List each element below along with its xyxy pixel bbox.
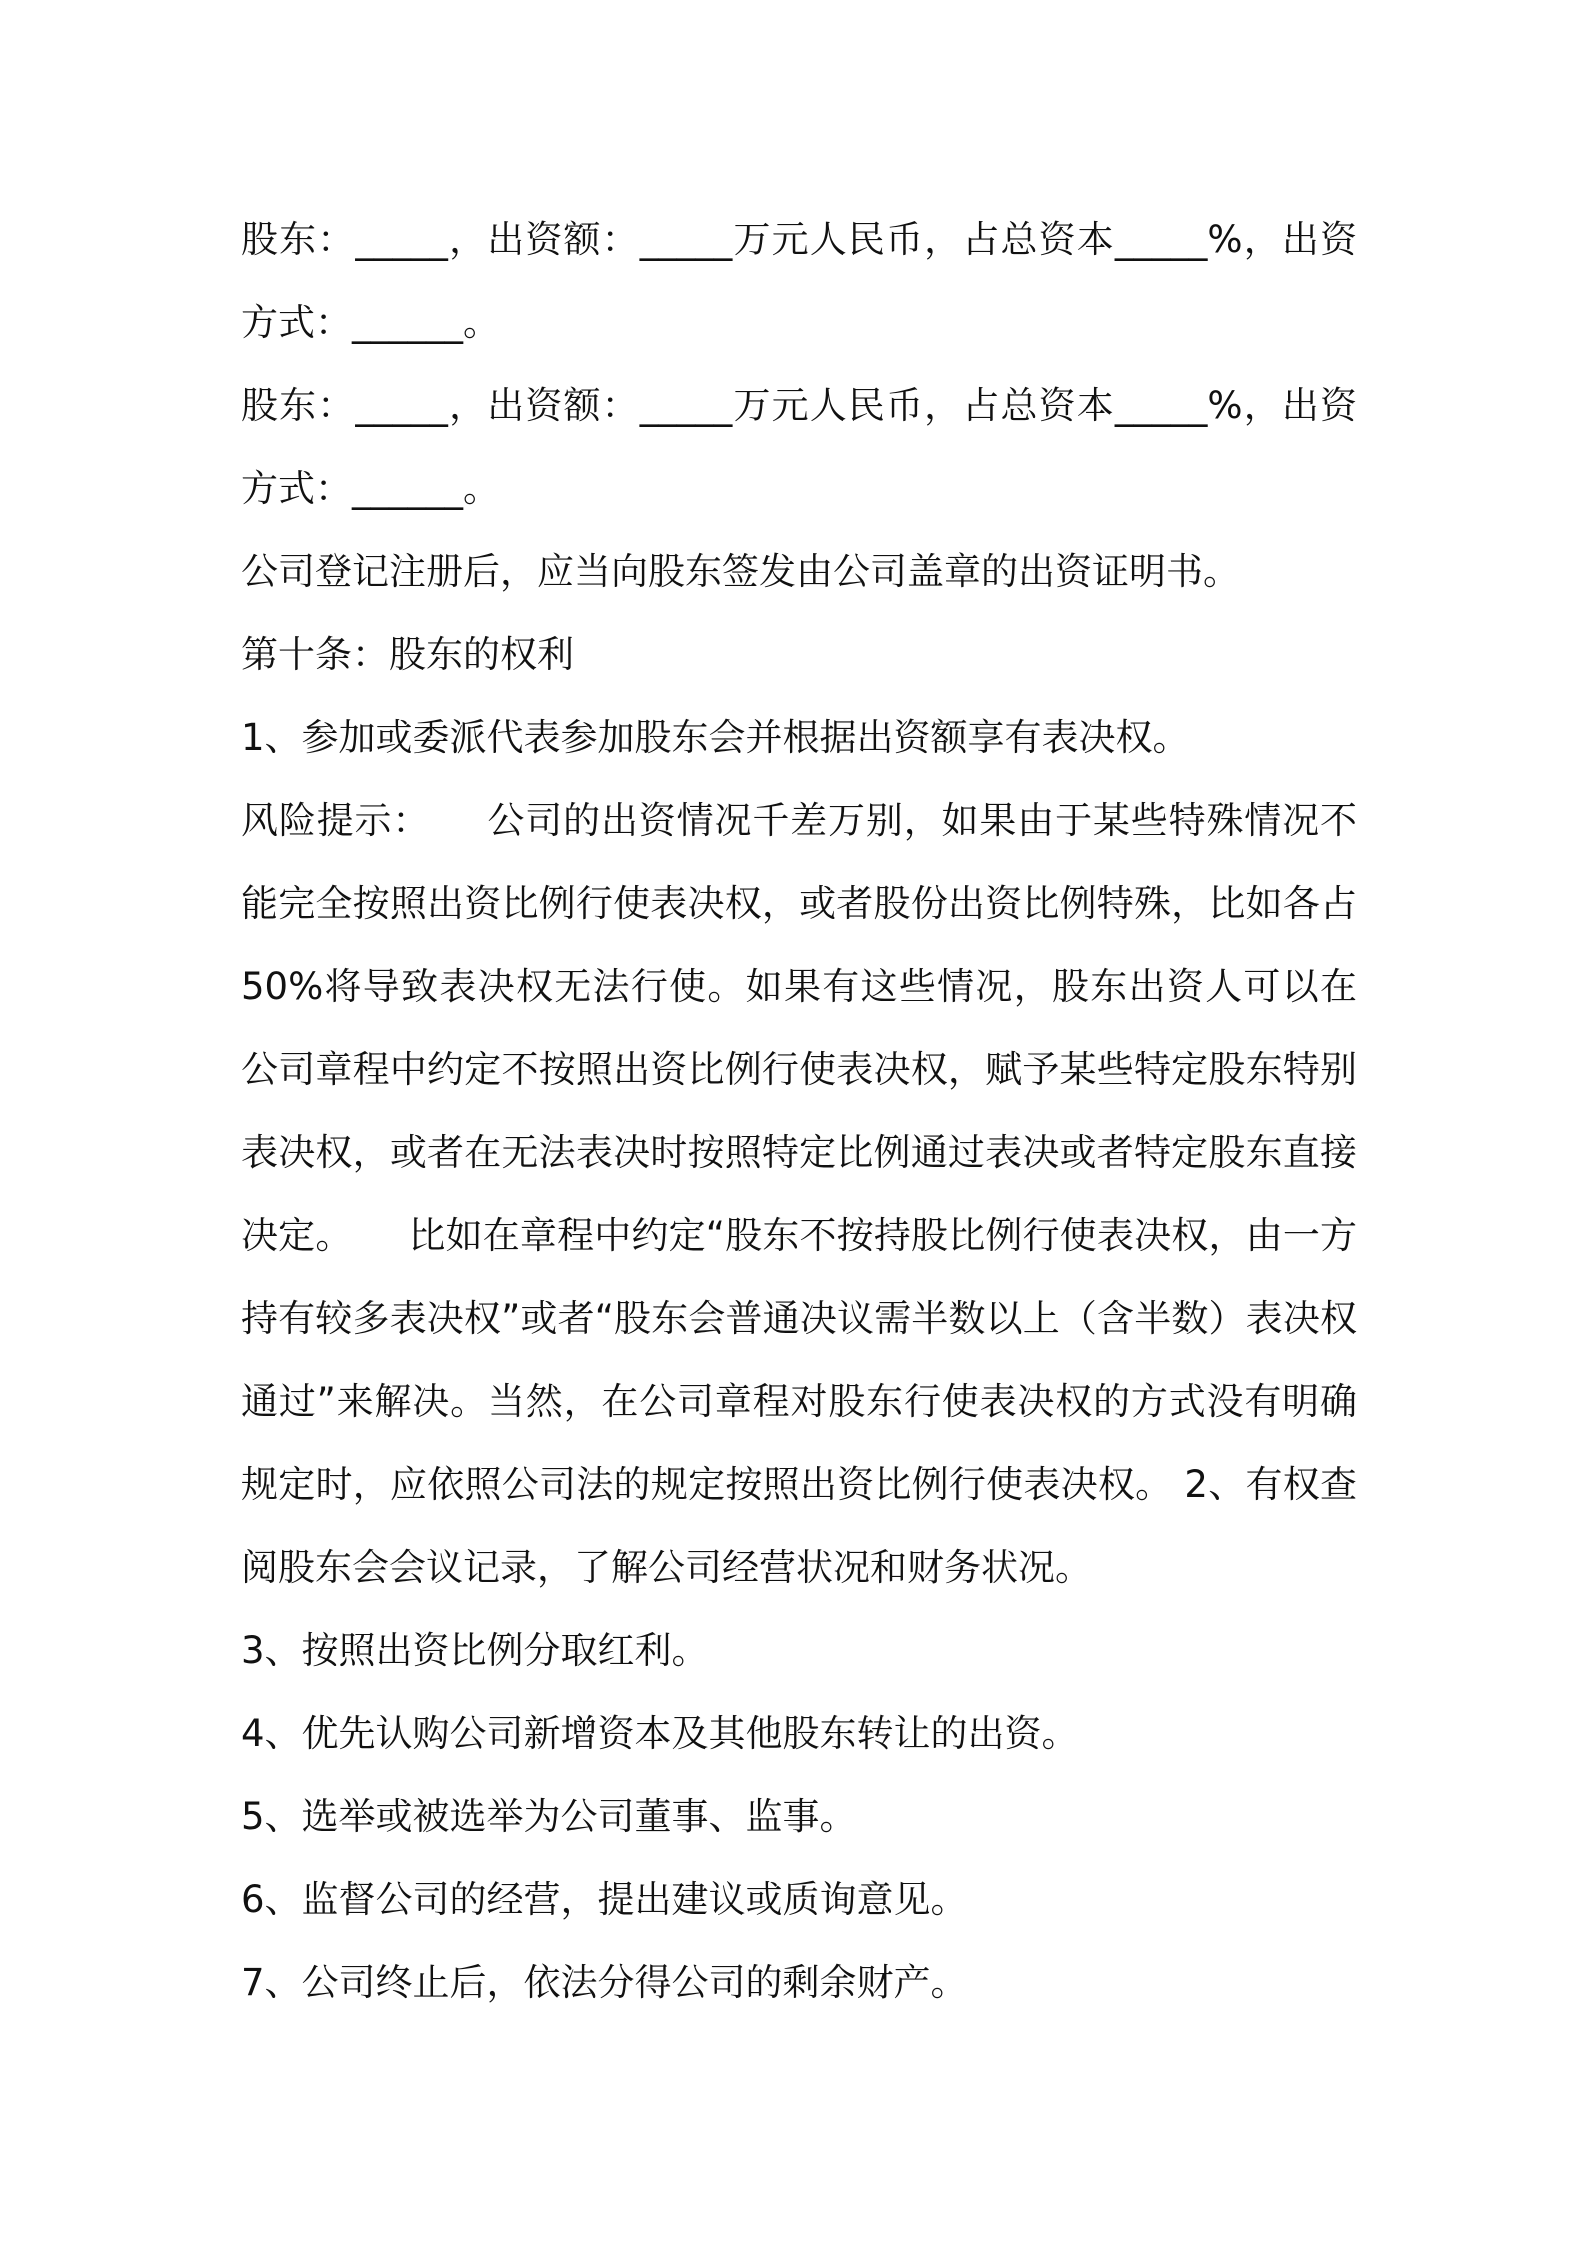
paragraph-shareholder-2: 股东：_____，出资额：_____万元人民币，占总资本_____%，出资方式：______。	[241, 384, 1357, 510]
document-body	[241, 198, 1357, 2024]
list-item-1: 1、参加或委派代表参加股东会并根据出资额享有表决权。	[241, 716, 1190, 759]
list-item-4: 4、优先认购公司新增资本及其他股东转让的出资。	[241, 1712, 1079, 1755]
list-item-7: 7、公司终止后，依法分得公司的剩余财产。	[241, 1961, 968, 2004]
paragraph-certificate: 公司登记注册后，应当向股东签发由公司盖章的出资证明书。	[241, 550, 1240, 593]
list-item-5: 5、选举或被选举为公司董事、监事。	[241, 1795, 857, 1838]
list-item-3: 3、按照出资比例分取红利。	[241, 1629, 709, 1672]
risk-notice-paragraph: 风险提示： 公司的出资情况千差万别，如果由于某些特殊情况不能完全按照出资比例行使表决权，或者股份出资比例特殊，比如各占50%将导致表决权无法行使。如果有这些情况，股东出资人可以在公司章程中约定不按照出资比例行使表决权，赋予某些特定股东特别表决权，或者在无法表决时按照特定比例通过表决或者特定股东直接决定。 比如在章程中约定“股东不按持股比例行使表决权，由一方持有较多表决权”或者“股东会普通决议需半数以上（含半数）表决权通过”来解决。当然，在公司章程对股东行使表决权的方式没有明确规定时，应依照公司法的规定按照出资比例行使表决权。 2、有权查阅股东会会议记录，了解公司经营状况和财务状况。	[241, 799, 1357, 1589]
article-heading: 第十条：股东的权利	[241, 633, 574, 676]
list-item-6: 6、监督公司的经营，提出建议或质询意见。	[241, 1878, 968, 1921]
paragraph-shareholder-1: 股东：_____，出资额：_____万元人民币，占总资本_____%，出资方式：______。	[241, 218, 1357, 344]
